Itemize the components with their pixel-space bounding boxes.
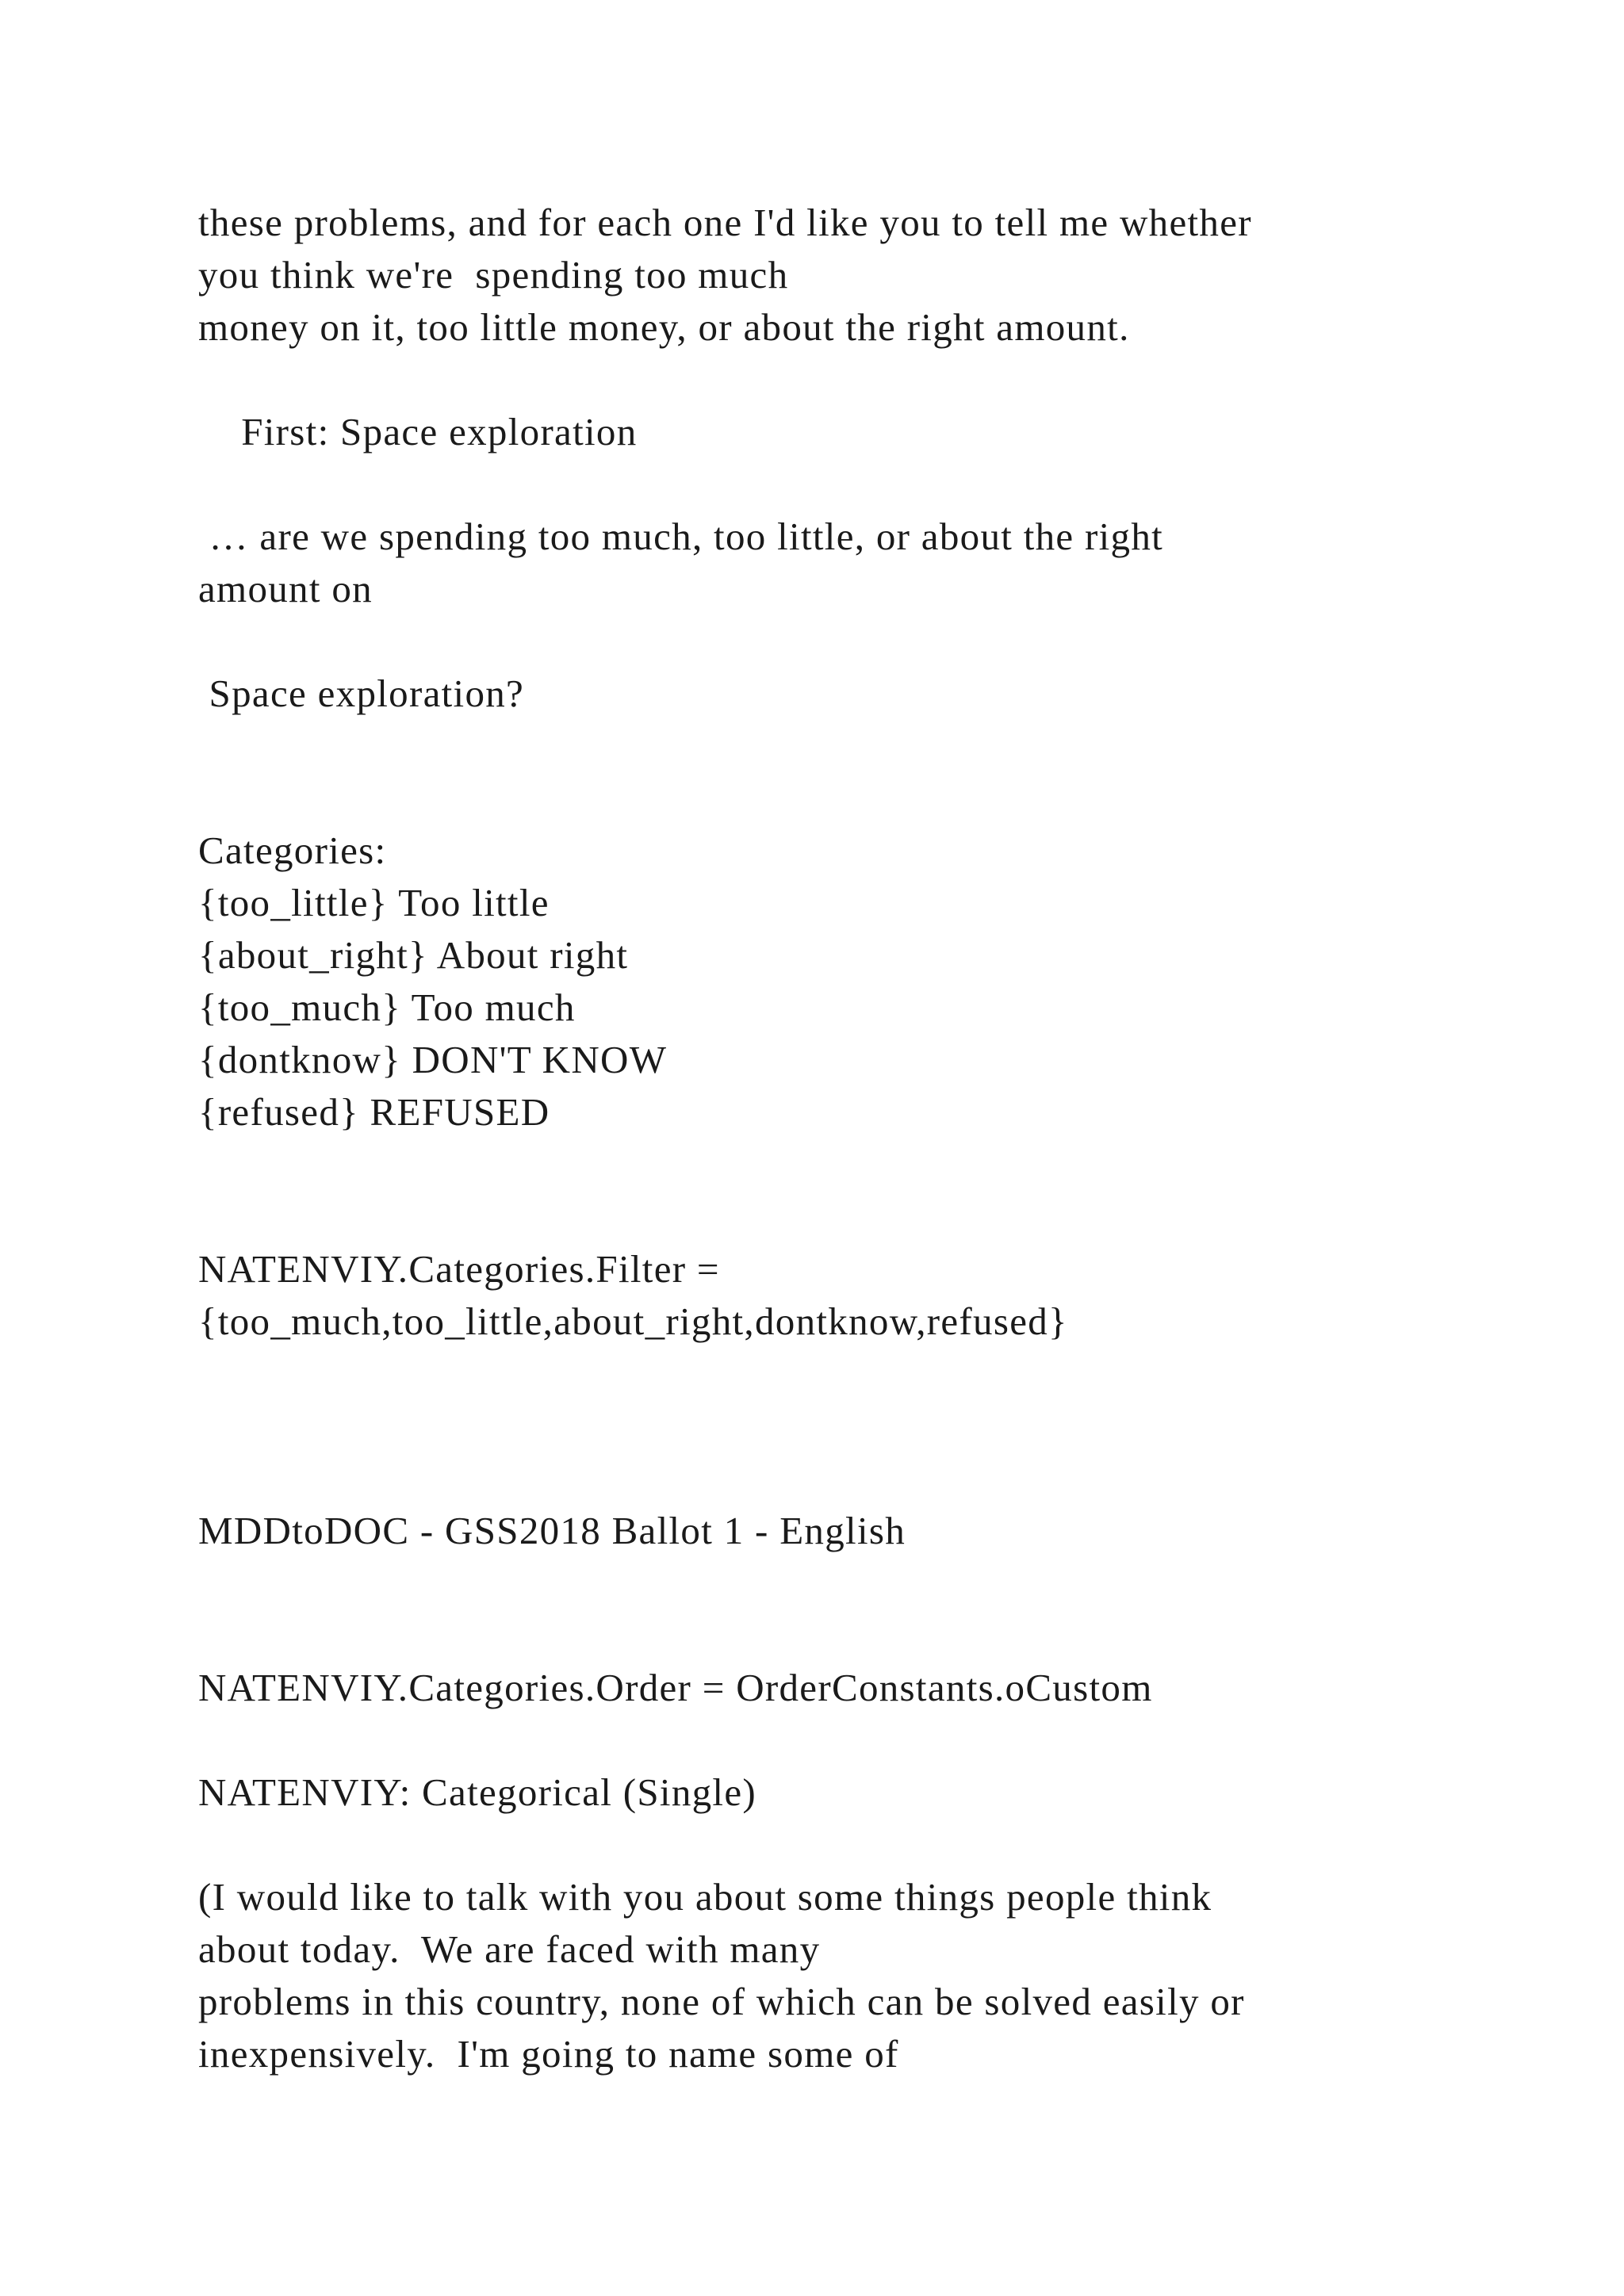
category-item: {too_little} Too little [198, 881, 550, 924]
question-line-2: amount on [198, 567, 373, 610]
filter-line-1: NATENVIY.Categories.Filter = [198, 1247, 720, 1291]
category-item: {about_right} About right [198, 933, 629, 977]
category-item: {too_much} Too much [198, 985, 576, 1029]
intro-line-1: these problems, and for each one I'd like you to tell me whether [198, 201, 1252, 244]
category-item: {refused} REFUSED [198, 1090, 550, 1134]
first-item-line: First: Space exploration [198, 410, 638, 453]
intro-line-2: you think we're spending too much [198, 253, 789, 297]
categories-heading: Categories: [198, 828, 387, 872]
next-intro-line-3: problems in this country, none of which can be solved easily or [198, 1980, 1245, 2023]
source-line: MDDtoDOC - GSS2018 Ballot 1 - English [198, 1509, 906, 1552]
category-item: {dontknow} DON'T KNOW [198, 1038, 668, 1081]
filter-line-2: {too_much,too_little,about_right,dontknow,refused} [198, 1299, 1068, 1343]
next-intro-line-4: inexpensively. I'm going to name some of [198, 2032, 899, 2076]
next-intro-line-1: (I would like to talk with you about some things people think [198, 1875, 1212, 1919]
order-line: NATENVIY.Categories.Order = OrderConstants.oCustom [198, 1666, 1153, 1709]
intro-line-3: money on it, too little money, or about the right amount. [198, 305, 1130, 349]
topic-line: Space exploration? [198, 672, 525, 715]
question-line-1: … are we spending too much, too little, or about the right [198, 515, 1164, 558]
next-intro-line-2: about today. We are faced with many [198, 1927, 821, 1971]
type-line: NATENVIY: Categorical (Single) [198, 1770, 756, 1814]
